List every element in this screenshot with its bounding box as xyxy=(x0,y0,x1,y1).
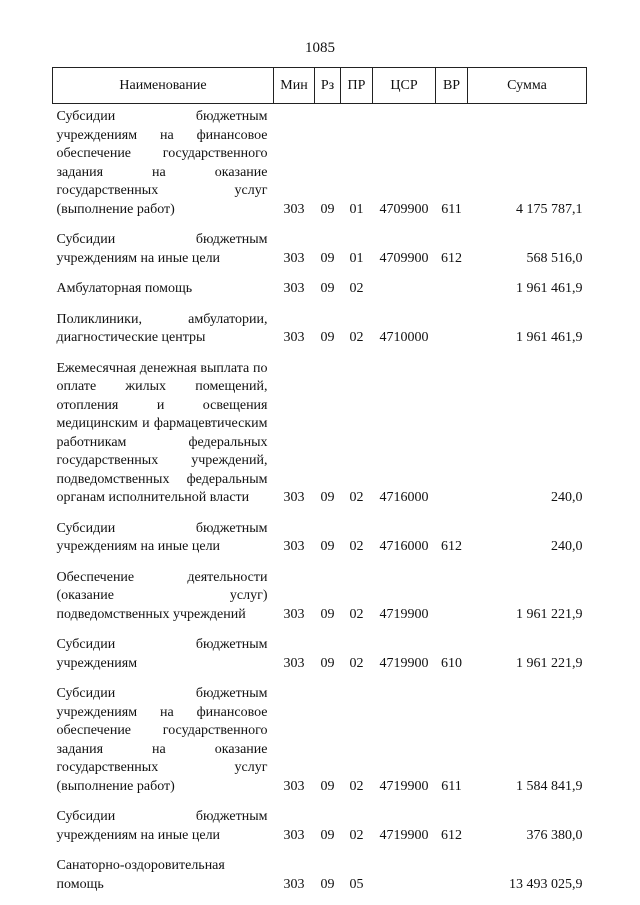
row-spacer xyxy=(53,560,587,569)
cell-sum: 1 961 461,9 xyxy=(516,281,583,296)
row-spacer-cell xyxy=(53,511,587,520)
cell-vr: 612 xyxy=(441,827,462,843)
cell-sum: 13 493 025,9 xyxy=(509,876,583,892)
cell-sum: 376 380,0 xyxy=(526,827,583,843)
cell-rz: 09 xyxy=(320,876,335,892)
cell-name: Субсидии бюджетным учреждениям на финансовое обеспечение государственного задания на оказание государственных услуг (выполнение работ) xyxy=(56,109,268,217)
table-body xyxy=(53,104,587,898)
cell-csr: 4719900 xyxy=(379,606,429,622)
row-spacer xyxy=(53,848,587,857)
cell-csr: 4716000 xyxy=(379,539,429,554)
cell-sum: 240,0 xyxy=(551,539,583,554)
row-spacer-cell xyxy=(53,676,587,685)
cell-sum: 1 584 841,9 xyxy=(516,778,583,794)
row-spacer xyxy=(53,302,587,311)
row-spacer xyxy=(53,799,587,808)
budget-table xyxy=(52,67,587,897)
cell-csr: 4719900 xyxy=(379,778,429,794)
cell-rz: 09 xyxy=(320,330,335,345)
table-row xyxy=(53,104,587,223)
header-rz: Рз xyxy=(315,68,341,104)
row-spacer-cell xyxy=(53,560,587,569)
cell-pr: 02 xyxy=(349,539,364,554)
cell-vr: 612 xyxy=(441,250,462,266)
cell-vr: 611 xyxy=(441,778,462,794)
cell-name: Амбулаторная помощь xyxy=(56,281,193,296)
table-row xyxy=(53,808,587,848)
cell-pr: 02 xyxy=(349,330,364,345)
cell-name: Ежемесячная денежная выплата по оплате жилых помещений, отопления и освещения медицинским и фармацевтическим работникам федеральных государственных учреждений, подведомственных федеральным органам исполнительной власти xyxy=(56,360,268,505)
table-header-row xyxy=(53,68,587,104)
row-spacer-cell xyxy=(53,848,587,857)
row-spacer xyxy=(53,627,587,636)
cell-pr: 02 xyxy=(349,606,364,622)
cell-min: 303 xyxy=(283,201,305,217)
cell-name: Субсидии бюджетным учреждениям на финансовое обеспечение государственного задания на оказание государственных услуг (выполнение работ) xyxy=(56,686,268,794)
cell-sum: 1 961 221,9 xyxy=(516,606,583,622)
cell-pr: 02 xyxy=(349,490,364,505)
row-spacer-cell xyxy=(53,302,587,311)
cell-vr xyxy=(436,569,468,628)
cell-min: 303 xyxy=(283,778,305,794)
cell-pr: 01 xyxy=(349,201,364,217)
table-row xyxy=(53,569,587,628)
cell-min: 303 xyxy=(283,250,305,266)
cell-name: Субсидии бюджетным учреждениям на иные цели xyxy=(56,520,268,554)
header-sum: Сумма xyxy=(468,68,587,104)
header-csr: ЦСР xyxy=(373,68,436,104)
row-spacer xyxy=(53,271,587,280)
cell-rz: 09 xyxy=(320,778,335,794)
cell-name: Субсидии бюджетным учреждениям на иные цели xyxy=(56,232,268,266)
header-min: Мин xyxy=(274,68,315,104)
row-spacer xyxy=(53,222,587,231)
cell-csr: 4719900 xyxy=(379,827,429,843)
table-row xyxy=(53,857,587,897)
cell-vr xyxy=(436,360,468,511)
page-number: 1085 xyxy=(305,40,335,56)
cell-csr xyxy=(373,280,436,302)
header-name: Наименование xyxy=(53,68,274,104)
row-spacer-cell xyxy=(53,351,587,360)
cell-min: 303 xyxy=(283,330,305,345)
cell-csr xyxy=(373,857,436,897)
cell-rz: 09 xyxy=(320,655,335,671)
table-row xyxy=(53,311,587,351)
cell-pr: 02 xyxy=(349,655,364,671)
cell-name: Субсидии бюджетным учреждениям на иные цели xyxy=(56,809,268,843)
cell-csr: 4710000 xyxy=(379,330,429,345)
cell-rz: 09 xyxy=(320,539,335,554)
table-row xyxy=(53,360,587,511)
cell-sum: 240,0 xyxy=(551,490,583,505)
cell-vr xyxy=(436,857,468,897)
cell-sum: 1 961 221,9 xyxy=(516,655,583,671)
cell-vr: 610 xyxy=(441,655,462,671)
row-spacer-cell xyxy=(53,627,587,636)
header-pr: ПР xyxy=(341,68,373,104)
cell-name: Санаторно-оздоровительная помощь xyxy=(56,858,225,892)
table-row xyxy=(53,685,587,799)
cell-pr: 02 xyxy=(349,281,364,296)
row-spacer-cell xyxy=(53,271,587,280)
cell-min: 303 xyxy=(283,606,305,622)
cell-sum: 568 516,0 xyxy=(526,250,583,266)
row-spacer xyxy=(53,351,587,360)
cell-csr: 4719900 xyxy=(379,655,429,671)
cell-sum: 4 175 787,1 xyxy=(516,201,583,217)
cell-sum: 1 961 461,9 xyxy=(516,330,583,345)
cell-pr: 02 xyxy=(349,827,364,843)
cell-pr: 02 xyxy=(349,778,364,794)
cell-min: 303 xyxy=(283,876,305,892)
cell-rz: 09 xyxy=(320,281,335,296)
cell-rz: 09 xyxy=(320,250,335,266)
row-spacer-cell xyxy=(53,799,587,808)
cell-min: 303 xyxy=(283,655,305,671)
cell-name: Обеспечение деятельности (оказание услуг) подведомственных учреждений xyxy=(56,569,268,622)
cell-csr: 4709900 xyxy=(379,250,429,266)
table-row xyxy=(53,231,587,271)
cell-vr xyxy=(436,280,468,302)
cell-csr: 4716000 xyxy=(379,490,429,505)
cell-min: 303 xyxy=(283,281,305,296)
cell-vr: 612 xyxy=(441,539,462,554)
table-row xyxy=(53,280,587,302)
row-spacer-cell xyxy=(53,222,587,231)
cell-csr: 4709900 xyxy=(379,201,429,217)
cell-vr xyxy=(436,311,468,351)
table-row xyxy=(53,520,587,560)
cell-min: 303 xyxy=(283,827,305,843)
cell-name: Субсидии бюджетным учреждениям xyxy=(56,637,268,671)
cell-min: 303 xyxy=(283,490,305,505)
cell-name: Поликлиники, амбулатории, диагностические центры xyxy=(56,311,268,345)
cell-min: 303 xyxy=(283,539,305,554)
row-spacer xyxy=(53,676,587,685)
table-row xyxy=(53,636,587,676)
cell-pr: 05 xyxy=(349,876,364,892)
cell-vr: 611 xyxy=(441,201,462,217)
cell-rz: 09 xyxy=(320,201,335,217)
cell-rz: 09 xyxy=(320,490,335,505)
header-vr: ВР xyxy=(436,68,468,104)
cell-rz: 09 xyxy=(320,606,335,622)
cell-pr: 01 xyxy=(349,250,364,266)
cell-rz: 09 xyxy=(320,827,335,843)
row-spacer xyxy=(53,511,587,520)
